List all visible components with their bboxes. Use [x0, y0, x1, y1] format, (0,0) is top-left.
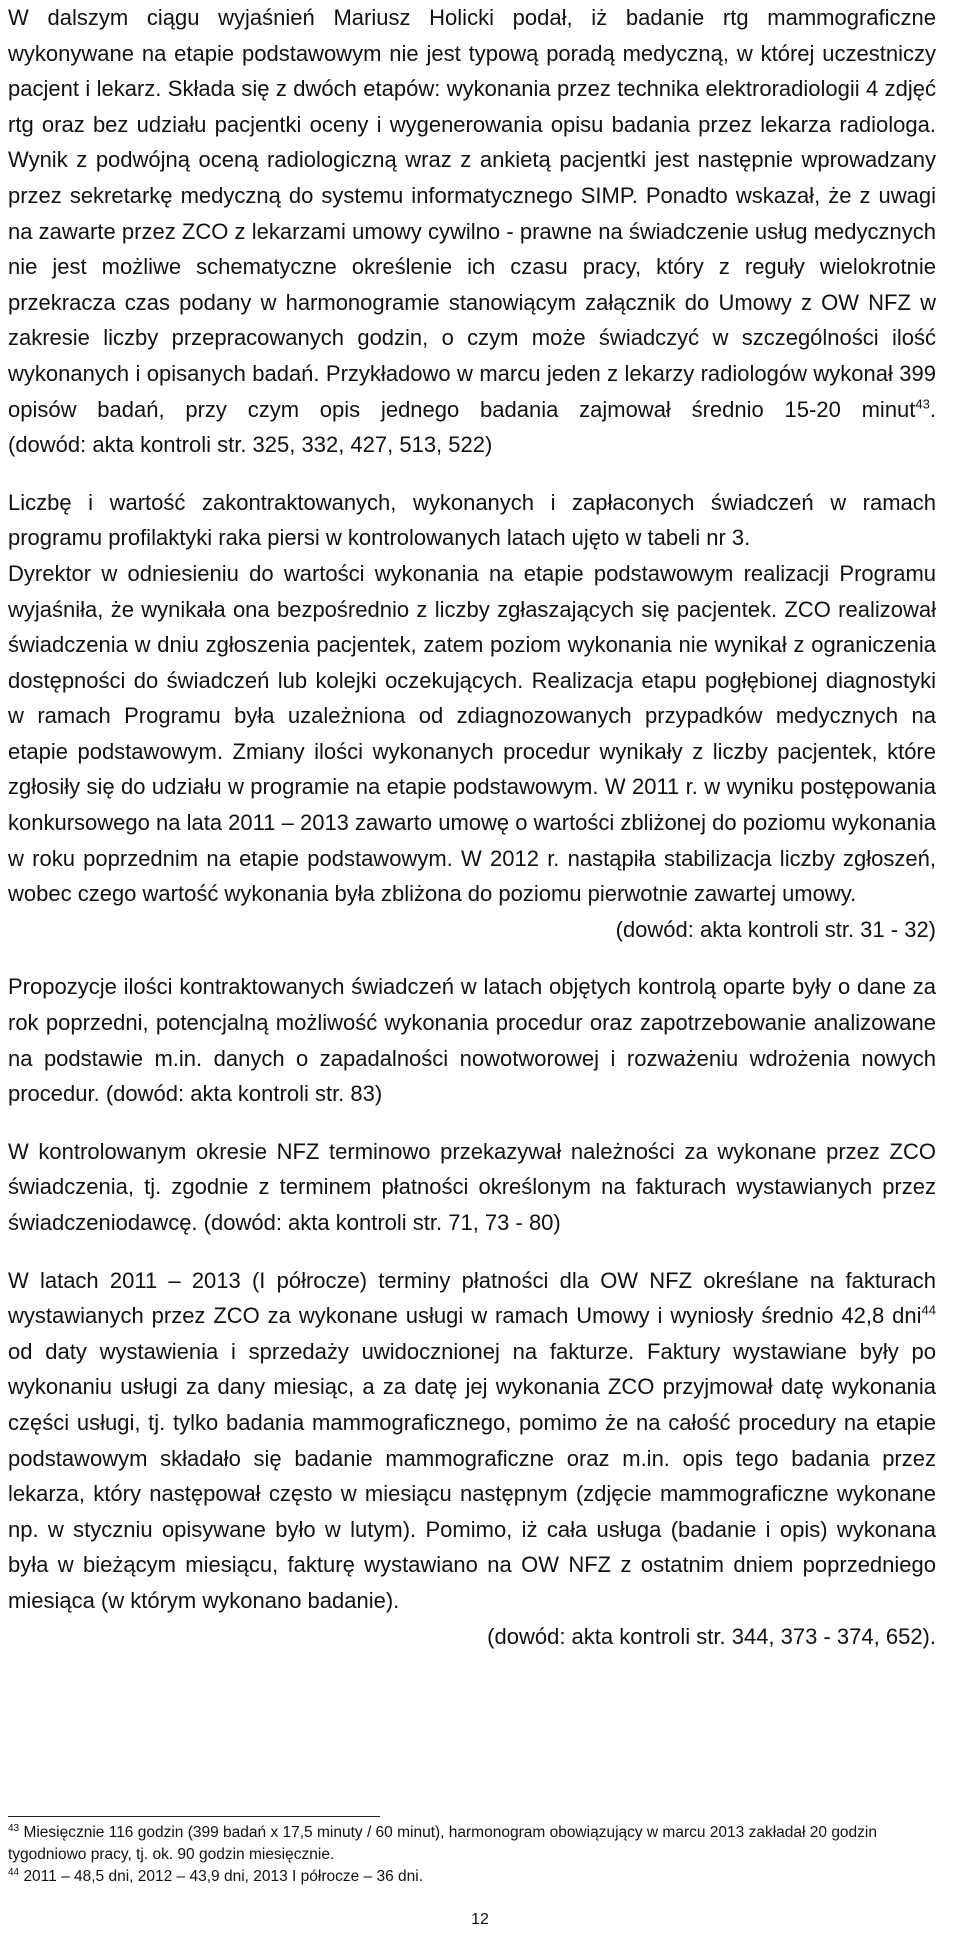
paragraph-text: Propozycje ilości kontraktowanych świadczeń w latach objętych kontrolą oparte były o dane za rok poprzedni, potencjalną możliwość wykonania procedur oraz zapotrzebowanie analizowane na podstawie m.in. danych o zapadalności nowotworowej i rozważeniu wdrożenia nowych procedur.	[8, 974, 936, 1107]
paragraph-director-explanation	[0, 556, 960, 912]
evidence-line	[0, 1619, 960, 1655]
footnote-ref-43[interactable]: 43	[915, 396, 930, 412]
evidence-line	[0, 912, 960, 948]
paragraph-table-reference	[0, 485, 960, 556]
footnote-ref-44[interactable]: 44	[921, 1302, 936, 1318]
paragraph-text: W kontrolowanym okresie NFZ terminowo przekazywał należności za wykonane przez ZCO świadczenia, tj. zgodnie z terminem płatności określonym na fakturach wystawianych przez świadczeniodawcę.	[8, 1138, 936, 1235]
footnotes	[8, 1822, 936, 1888]
paragraph-nfz-payments	[0, 1134, 960, 1241]
evidence-reference: (dowód: akta kontroli str. 83)	[105, 1081, 383, 1107]
evidence-reference: (dowód: akta kontroli str. 31 - 32)	[615, 916, 936, 942]
evidence-reference: (dowód: akta kontroli str. 71, 73 - 80)	[203, 1210, 561, 1235]
paragraph-text: Liczbę i wartość zakontraktowanych, wykonanych i zapłaconych świadczeń w ramach programu profilaktyki raka piersi w kontrolowanych latach ujęto w tabeli nr 3.	[8, 489, 936, 551]
paragraph-gap	[0, 1241, 960, 1263]
footnote-divider	[8, 1816, 380, 1817]
evidence-reference: (dowód: akta kontroli str. 344, 373 - 374, 652).	[487, 1623, 936, 1649]
footnote-43	[8, 1822, 936, 1866]
footnote-number: 44	[8, 1866, 20, 1878]
paragraph-text: W latach 2011 – 2013 (I półrocze) terminy płatności dla OW NFZ określane na fakturach wystawianych przez ZCO za wykonane usługi w ramach Umowy i wyniosły średnio 42,8 dni	[8, 1267, 936, 1329]
paragraph-gap	[0, 1112, 960, 1134]
footnote-text: Miesięcznie 116 godzin (399 badań x 17,5 minuty / 60 minut), harmonogram obowiązujący w marcu 2013 zakładał 20 godzin tygodniowo pracy, tj. ok. 90 godzin miesięcznie.	[8, 1824, 877, 1863]
footnote-44	[8, 1866, 936, 1888]
paragraph-gap	[0, 947, 960, 969]
paragraph-text: .	[929, 396, 936, 422]
paragraph-text: od daty wystawienia i sprzedaży uwidocznionej na fakturze. Faktury wystawiane były po wykonaniu usługi za dany miesiąc, a za datę jej wykonania ZCO przyjmował datę wykonania części usługi, tj. tylko badania mammograficznego, pomimo że na całość procedury na etapie podstawowym składało się badanie mammograficzne oraz m.in. opis tego badania przez lekarza, który następował często w miesiącu następnym (zdjęcie mammograficzne wykonane np. w styczniu opisywane było w lutym). Pomimo, iż cała usługa (badanie i opis) wykonana była w bieżącym miesiącu, fakturę wystawiano na OW NFZ z ostatnim dniem poprzedniego miesiąca (w którym wykonano badanie).	[8, 1338, 936, 1613]
paragraph-gap	[0, 463, 960, 485]
paragraph-holicki-explanation	[0, 0, 960, 463]
page-number: 12	[471, 1911, 489, 1928]
footnote-number: 43	[8, 1822, 20, 1834]
paragraph-text: W dalszym ciągu wyjaśnień Mariusz Holicki podał, iż badanie rtg mammograficzne wykonywane na etapie podstawowym nie jest typową poradą medyczną, w której uczestniczy pacjent i lekarz. Składa się z dwóch etapów: wykonania przez technika elektroradiologii 4 zdjęć rtg oraz bez udziału pacjentki oceny i wygenerowania opisu badania przez lekarza radiologa. Wynik z podwójną oceną radiologiczną wraz z ankietą pacjentki jest następnie wprowadzany przez sekretarkę medyczną do systemu informatycznego SIMP. Ponadto wskazał, że z uwagi na zawarte przez ZCO z lekarzami umowy cywilno - prawne na świadczenie usług medycznych nie jest możliwe schematyczne określenie ich czasu pracy, który z reguły wielokrotnie przekracza czas podany w harmonogramie stanowiącym załącznik do Umowy z OW NFZ w zakresie liczby przepracowanych godzin, o czym może świadczyć w szczególności ilość wykonanych i opisanych badań. Przykładowo w marcu jeden z lekarzy radiologów wykonał 399 opisów badań, przy czym opis jednego badania zajmował średnio 15-20 minut	[8, 5, 936, 422]
paragraph-text: Dyrektor w odniesieniu do wartości wykonania na etapie podstawowym realizacji Programu wyjaśniła, że wynikała ona bezpośrednio z liczby zgłaszających się pacjentek. ZCO realizował świadczenia w dniu zgłoszenia pacjentek, zatem poziom wykonania nie wynikał z ograniczenia dostępności do świadczeń lub kolejki oczekujących. Realizacja etapu pogłębionej diagnostyki w ramach Programu była uzależniona od zdiagnozowanych przypadków medycznych na etapie podstawowym. Zmiany ilości wykonanych procedur wynikały z liczby pacjentek, które zgłosiły się do udziału w programie na etapie podstawowym. W 2011 r. w wyniku postępowania konkursowego na lata 2011 – 2013 zawarto umowę o wartości zbliżonej do poziomu wykonania w roku poprzednim na etapie podstawowym. W 2012 r. nastąpiła stabilizacja liczby zgłoszeń, wobec czego wartość wykonania była zbliżona do poziomu pierwotnie zawartej umowy.	[8, 560, 936, 907]
paragraph-payment-terms	[0, 1263, 960, 1619]
paragraph-contract-proposals	[0, 969, 960, 1111]
evidence-reference: (dowód: akta kontroli str. 325, 332, 427, 513, 522)	[8, 432, 493, 458]
footnote-text: 2011 – 48,5 dni, 2012 – 43,9 dni, 2013 I półrocze – 36 dni.	[23, 1868, 424, 1885]
